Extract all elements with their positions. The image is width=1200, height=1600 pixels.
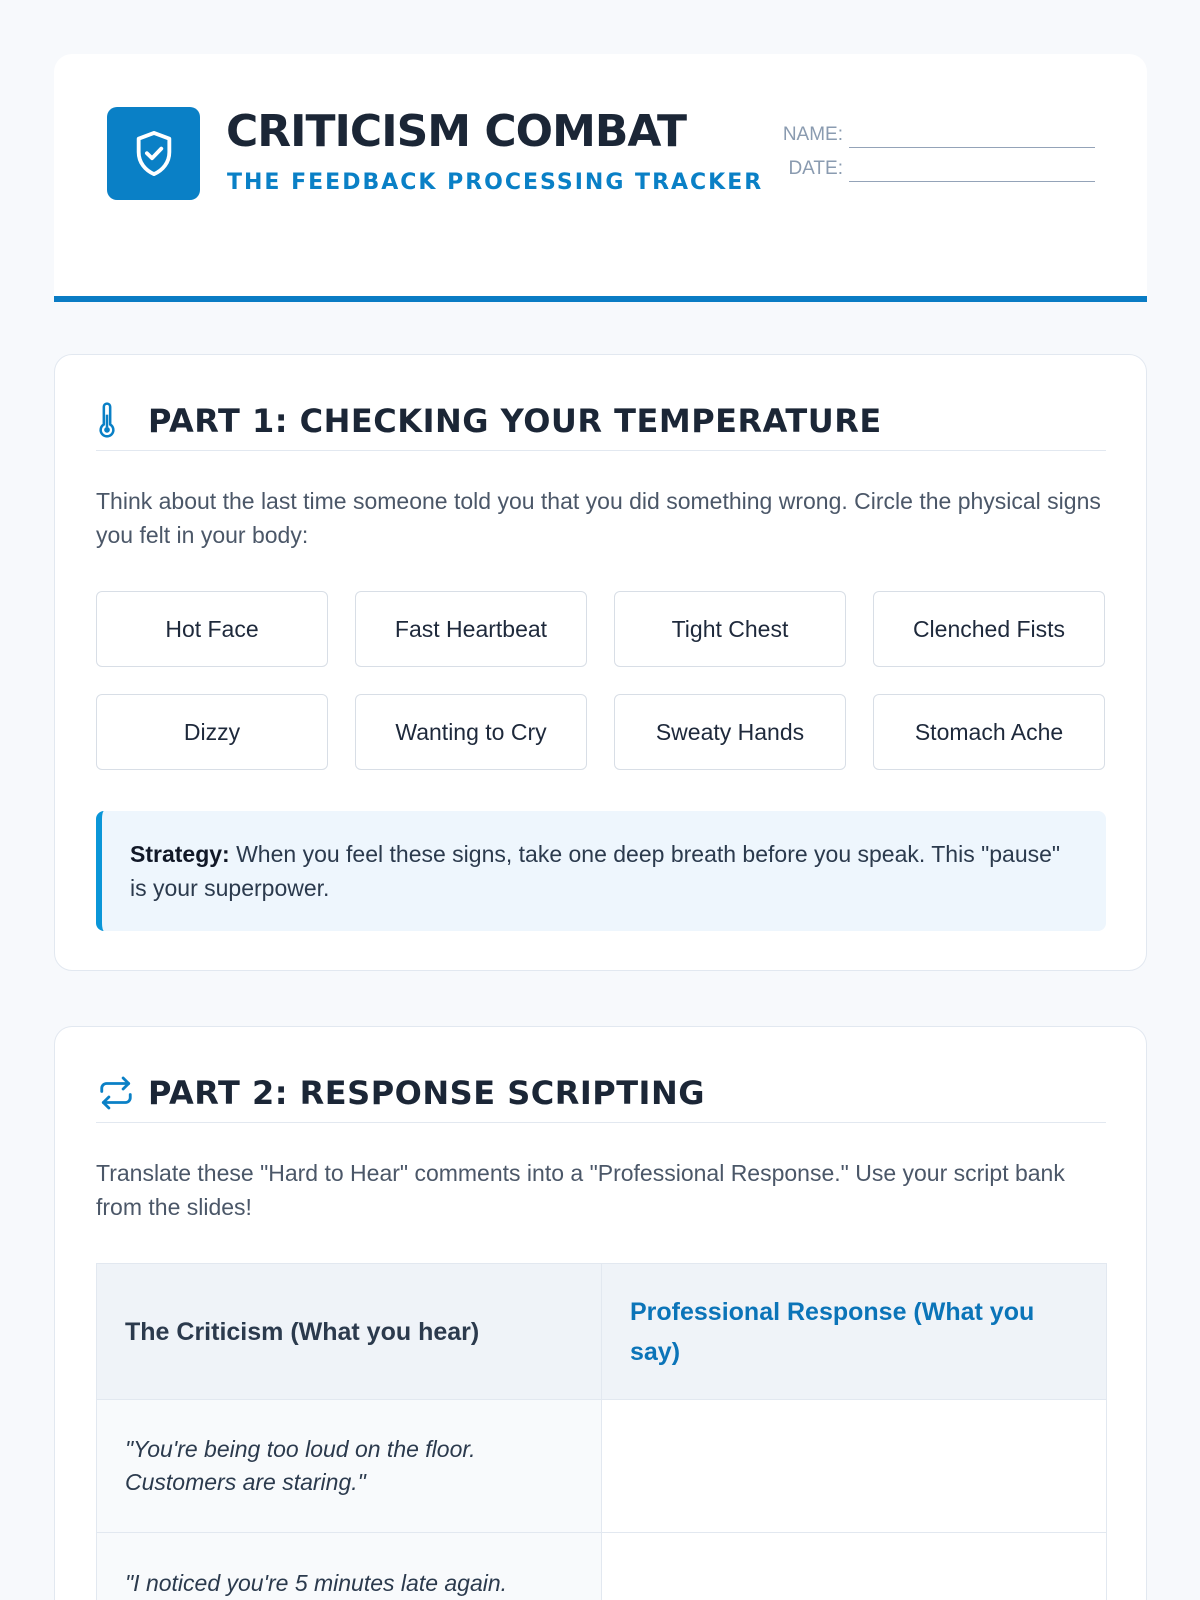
table-row bbox=[97, 1533, 1107, 1600]
thermometer-icon bbox=[96, 401, 136, 441]
date-line[interactable] bbox=[849, 162, 1095, 182]
part2-instructions: Translate these "Hard to Hear" comments into a "Professional Response." Use your script bank from the slides! bbox=[96, 1160, 1065, 1220]
date-field[interactable] bbox=[765, 154, 1095, 182]
strategy-label: Strategy: bbox=[130, 841, 230, 867]
sign-chip-tight-chest[interactable]: Tight Chest bbox=[614, 591, 846, 667]
response-cell[interactable] bbox=[602, 1533, 1107, 1600]
physical-signs-grid bbox=[96, 591, 1106, 770]
response-cell[interactable] bbox=[602, 1400, 1107, 1533]
page-subtitle: THE FEEDBACK PROCESSING TRACKER bbox=[227, 170, 764, 195]
part1-title: PART 1: CHECKING YOUR TEMPERATURE bbox=[148, 401, 882, 440]
part1-heading bbox=[96, 391, 1106, 451]
sign-chip-wanting-to-cry[interactable]: Wanting to Cry bbox=[355, 694, 587, 770]
sign-chip-sweaty-hands[interactable]: Sweaty Hands bbox=[614, 694, 846, 770]
criticism-cell: "I noticed you're 5 minutes late again. bbox=[97, 1533, 602, 1600]
strategy-text: When you feel these signs, take one deep breath before you speak. This "pause" is your superpower. bbox=[130, 841, 1061, 901]
page-title: CRITICISM COMBAT bbox=[226, 106, 687, 157]
sign-chip-dizzy[interactable]: Dizzy bbox=[96, 694, 328, 770]
sign-chip-stomach-ache[interactable]: Stomach Ache bbox=[873, 694, 1105, 770]
logo bbox=[107, 107, 200, 200]
part1-section bbox=[54, 354, 1147, 971]
repeat-arrows-icon bbox=[96, 1073, 136, 1113]
sign-chip-hot-face[interactable]: Hot Face bbox=[96, 591, 328, 667]
sign-chip-fast-heartbeat[interactable]: Fast Heartbeat bbox=[355, 591, 587, 667]
shield-check-icon bbox=[131, 129, 177, 179]
table-row bbox=[97, 1400, 1107, 1533]
response-table bbox=[96, 1263, 1107, 1600]
worksheet-header bbox=[54, 54, 1147, 302]
strategy-callout bbox=[96, 811, 1106, 931]
part1-instructions: Think about the last time someone told you that you did something wrong. Circle the physical signs you felt in your body: bbox=[96, 488, 1101, 548]
part2-heading bbox=[96, 1063, 1106, 1123]
response-column-header: Professional Response (What you say) bbox=[602, 1264, 1107, 1400]
part2-title: PART 2: RESPONSE SCRIPTING bbox=[148, 1073, 705, 1112]
date-label: DATE: bbox=[788, 158, 843, 179]
sign-chip-clenched-fists[interactable]: Clenched Fists bbox=[873, 591, 1105, 667]
part2-section bbox=[54, 1026, 1147, 1600]
table-header-row bbox=[97, 1264, 1107, 1400]
criticism-cell: "You're being too loud on the floor. Customers are staring." bbox=[97, 1400, 602, 1533]
name-line[interactable] bbox=[849, 128, 1095, 148]
name-field[interactable] bbox=[765, 120, 1095, 148]
criticism-column-header: The Criticism (What you hear) bbox=[97, 1264, 602, 1400]
name-label: NAME: bbox=[782, 124, 843, 145]
